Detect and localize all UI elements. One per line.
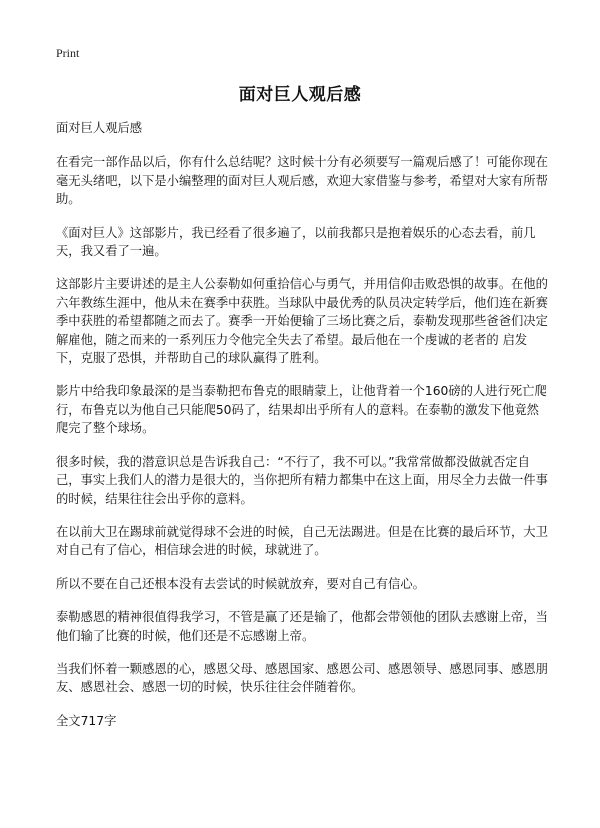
- page-title: 面对巨人观后感: [238, 85, 362, 105]
- article-body: [56, 119, 548, 745]
- print-link[interactable]: Print: [56, 46, 80, 60]
- word-count: 全文717字: [56, 713, 117, 728]
- paragraph: 在看完一部作品以后，你有什么总结呢？这时候十分有必须要写一篇观后感了！可能你现在毫无头绪吧，以下是小编整理的面对巨人观后感，欢迎大家借鉴与参考，希望对大家有所帮助。: [56, 155, 548, 207]
- paragraph: 当我们怀着一颗感恩的心，感恩父母、感恩国家、感恩公司、感恩领导、感恩同事、感恩朋友、感恩社会、感恩一切的时候，快乐往往会伴随着你。: [56, 661, 548, 695]
- paragraph: 所以不要在自己还根本没有去尝试的时候就放弃，要对自己有信心。: [56, 576, 425, 591]
- paragraph: 这部影片主要讲述的是主人公泰勒如何重拾信心与勇气，并用信仰击败恐惧的故事。在他的六年教练生涯中，他从未在赛季中获胜。当球队中最优秀的队员决定转学后，他们连在新赛季中获胜的希望都随之而去了。赛季一开始便输了三场比赛之后，泰勒发现那些爸爸们决定解雇他，随之而来的一系列压力令他完全失去了希望。最后他在一个虔诚的老者的 启发下，克服了恐惧，并帮助自己的球队赢得了胜利。: [56, 277, 548, 366]
- article-subtitle: 面对巨人观后感: [56, 121, 143, 135]
- paragraph: 影片中给我印象最深的是当泰勒把布鲁克的眼睛蒙上，让他背着一个160磅的人进行死亡爬行，布鲁克以为他自己只能爬50码了，结果却出乎所有人的意料。在泰勒的激发下他竟然爬完了整个球场。: [56, 384, 547, 436]
- paragraph: 在以前大卫在踢球前就觉得球不会进的时候，自己无法踢进。但是在比赛的最后环节，大卫对自己有了信心，相信球会进的时候，球就进了。: [56, 524, 548, 558]
- paragraph: 泰勒感恩的精神很值得我学习，不管是赢了还是输了，他都会带领他的团队去感谢上帝，当他们输了比赛的时候，他们还是不忘感谢上帝。: [56, 610, 548, 643]
- paragraph: 很多时候，我的潜意识总是告诉我自己：“不行了，我不可以。”我常常做都没做就否定自己，事实上我们人的潜力是很大的，当你把所有精力都集中在这上面，用尽全力去做一件事的时候，结果往往会出乎你的意料。: [56, 454, 548, 506]
- paragraph: 《面对巨人》这部影片，我已经看了很多遍了，以前我都只是抱着娱乐的心态去看，前几天，我又看了一遍。: [56, 225, 536, 259]
